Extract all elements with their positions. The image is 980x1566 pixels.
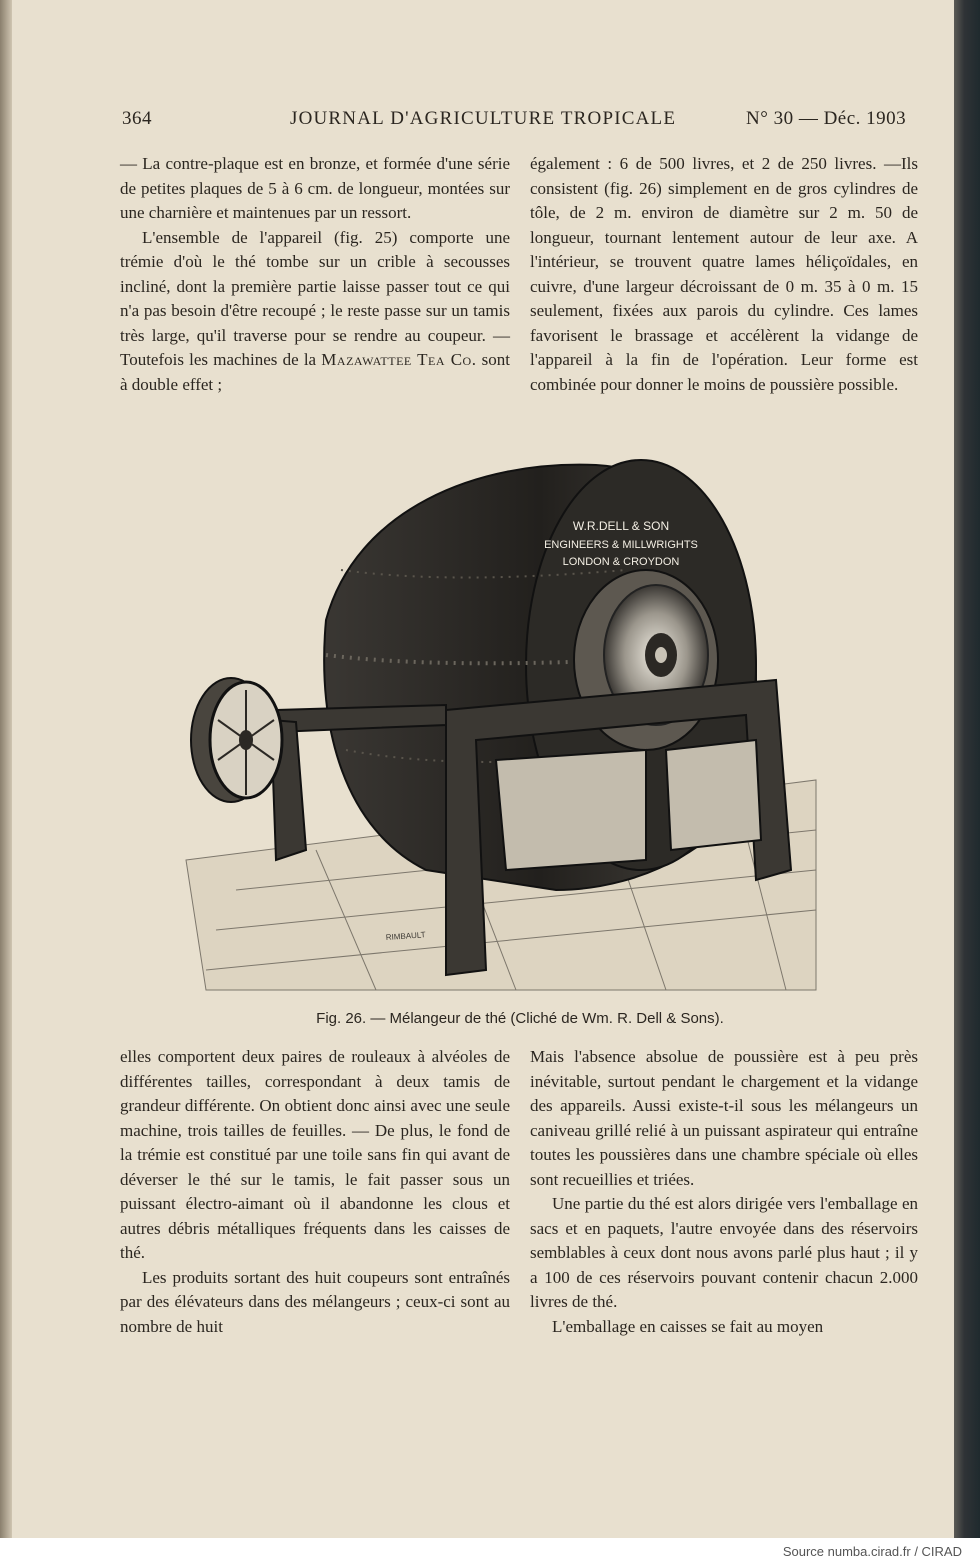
paragraph: L'emballage en caisses se fait au moyen [552,1316,824,1336]
paragraph: également : 6 de 500 livres, et 2 de 250 livres. —Ils consistent (fig. 26) simplement en de gros cylindres de tôle, de 2 m. environ de diamètre sur 2 m. 50 de longueur, tournant lentement autour de leur axe. A l'intérieur, se trouvent quatre lames héliçoïdales, en cuivre, d'une largeur décroissant de 0 m. 35 à 0 m. 15 seulement, fixées aux parois du cylindre. Ces lames favorisent le brassage et accélèrent la vidange de l'appareil à la fin de l'opération. Leur forme est combinée pour donner le moins de poussière possible. [530,154,918,394]
maker-line-3: LONDON & CROYDON [562,556,680,568]
paragraph: Les produits sortant des huit coupeurs sont entraînés par des élévateurs dans des mélangeurs ; ceux-ci sont au nombre de huit [120,1267,510,1336]
maker-line-2: ENGINEERS & MILLWRIGHTS [544,539,698,551]
paragraph: elles comportent deux paires de rouleaux à alvéoles de différentes tailles, correspondant à deux tamis de grandeur différente. On obtient donc ainsi avec une seule machine, trois tailles de feuilles. — De plus, le fond de la trémie est constitué par une toile sans fin qui avant de déverser le thé sur le tamis, le fait passer sous un puissant électro-aimant où il abandonne les clous et autres débris métalliques fréquents dans les caisses de thé. [120,1047,510,1262]
page-number: 364 [122,108,152,129]
paragraph-text: L'ensemble de l'appareil (fig. 25) comporte une trémie d'où le thé tombe sur un crible à secousses incliné, dont la première partie laisse passer tout ce qui n'a pas besoin d'être recoupé ; le reste passe sur un tamis très large, qu'il traverse pour se rendre au coupeur. — Toutefois les machines de la [120,227,510,369]
column-top-right [530,152,918,397]
figure-caption: Fig. 26. — Mélangeur de thé (Cliché de Wm. R. Dell & Sons). [316,1010,724,1027]
paragraph: — La contre-plaque est en bronze, et formée d'une série de petites plaques de 5 à 6 cm. de longueur, montées sur une charnière et maintenues par un ressort. [120,154,510,222]
binding-edge [954,0,980,1538]
running-header [118,108,918,138]
tea-mixer-engraving [176,450,826,1010]
flywheel-pulley [191,678,282,802]
issue-label: N° 30 — Déc. 1903 [746,108,907,129]
column-top-left [120,152,510,397]
column-bottom-right [530,1045,918,1339]
paragraph: Mais l'absence absolue de poussière est à peu près inévitable, surtout pendant le chargement et la vidange des appareils. Aussi existe-t-il sous les mélangeurs un caniveau grillé relié à un puissant aspirateur qui entraîne toutes les poussières dans une chambre spéciale où elles sont recueillies et triées. [530,1047,918,1189]
company-name: Mazawattee Tea Co. [321,350,477,369]
column-bottom-left [120,1045,510,1339]
journal-title: JOURNAL D'AGRICULTURE TROPICALE [290,108,677,129]
paragraph [120,226,510,398]
engraver-signature: RIMBAULT [385,930,426,942]
maker-line-1: W.R.DELL & SON [572,519,670,533]
page-spine-shadow [0,0,12,1538]
source-credit: Source numba.cirad.fr / CIRAD [782,1544,962,1559]
paragraph-text: sont à double effet ; [120,350,510,394]
figure-tea-mixer [176,450,826,1010]
paragraph: Une partie du thé est alors dirigée vers l'emballage en sacs et en paquets, l'autre envoyée dans des réservoirs semblables à ceux dont nous avons parlé plus haut ; il y a 100 de ces réservoirs pouvant contenir chacun 2.000 livres de thé. [530,1194,918,1311]
